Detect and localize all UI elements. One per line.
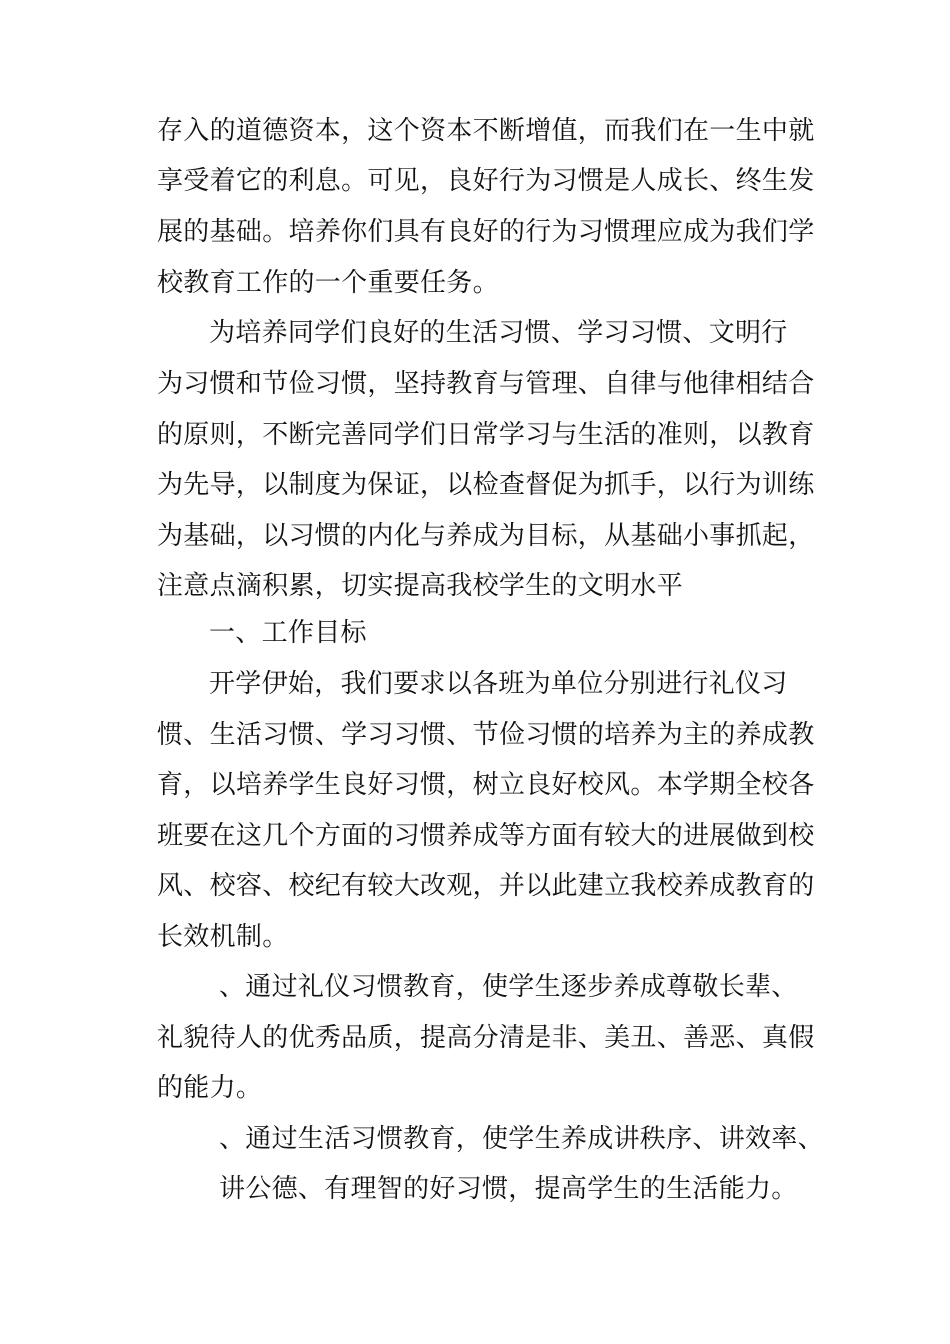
list-item-1-line-2: 礼貌待人的优秀品质，提高分清是非、美丑、善恶、真假: [157, 1023, 815, 1053]
list-item-1-line-1: 、通过礼仪习惯教育，使学生逐步养成尊敬长辈、: [219, 972, 798, 1002]
text-line-15: 班要在这几个方面的习惯养成等方面有较大的进展做到校: [157, 821, 815, 851]
list-item-2-line-1: 、通过生活习惯教育，使学生养成讲秩序、讲效率、: [219, 1124, 824, 1154]
text-line-7: 的原则，不断完善同学们日常学习与生活的准则，以教育: [157, 420, 815, 450]
text-line-4: 校教育工作的一个重要任务。: [157, 268, 499, 298]
section-heading: 一、工作目标: [209, 618, 367, 648]
text-line-1: 存入的道德资本，这个资本不断增值，而我们在一生中就: [157, 116, 815, 146]
list-item-1-line-3: 的能力。: [157, 1073, 263, 1103]
text-line-8: 为先导，以制度为保证，以检查督促为抓手，以行为训练: [157, 470, 815, 500]
text-line-3: 展的基础。培养你们具有良好的行为习惯理应成为我们学: [157, 217, 815, 247]
text-line-13: 惯、生活习惯、学习习惯、节俭习惯的培养为主的养成教: [157, 720, 815, 750]
paragraph-indent-line-2: 开学伊始，我们要求以各班为单位分别进行礼仪习: [209, 669, 788, 699]
text-line-9: 为基础，以习惯的内化与养成为目标，从基础小事抓起，: [157, 521, 815, 551]
text-line-17: 长效机制。: [157, 922, 289, 952]
text-line-6: 为习惯和节俭习惯，坚持教育与管理、自律与他律相结合: [157, 369, 815, 399]
text-line-2: 享受着它的利息。可见，良好行为习惯是人成长、终生发: [157, 166, 815, 196]
text-line-16: 风、校容、校纪有较大改观，并以此建立我校养成教育的: [157, 871, 815, 901]
list-item-2-line-2: 讲公德、有理智的好习惯，提高学生的生活能力。: [219, 1174, 798, 1204]
paragraph-indent-line-1: 为培养同学们良好的生活习惯、学习习惯、文明行: [209, 318, 788, 348]
text-line-14: 育，以培养学生良好习惯，树立良好校风。本学期全校各: [157, 770, 815, 800]
text-line-10: 注意点滴积累，切实提高我校学生的文明水平: [157, 571, 684, 601]
